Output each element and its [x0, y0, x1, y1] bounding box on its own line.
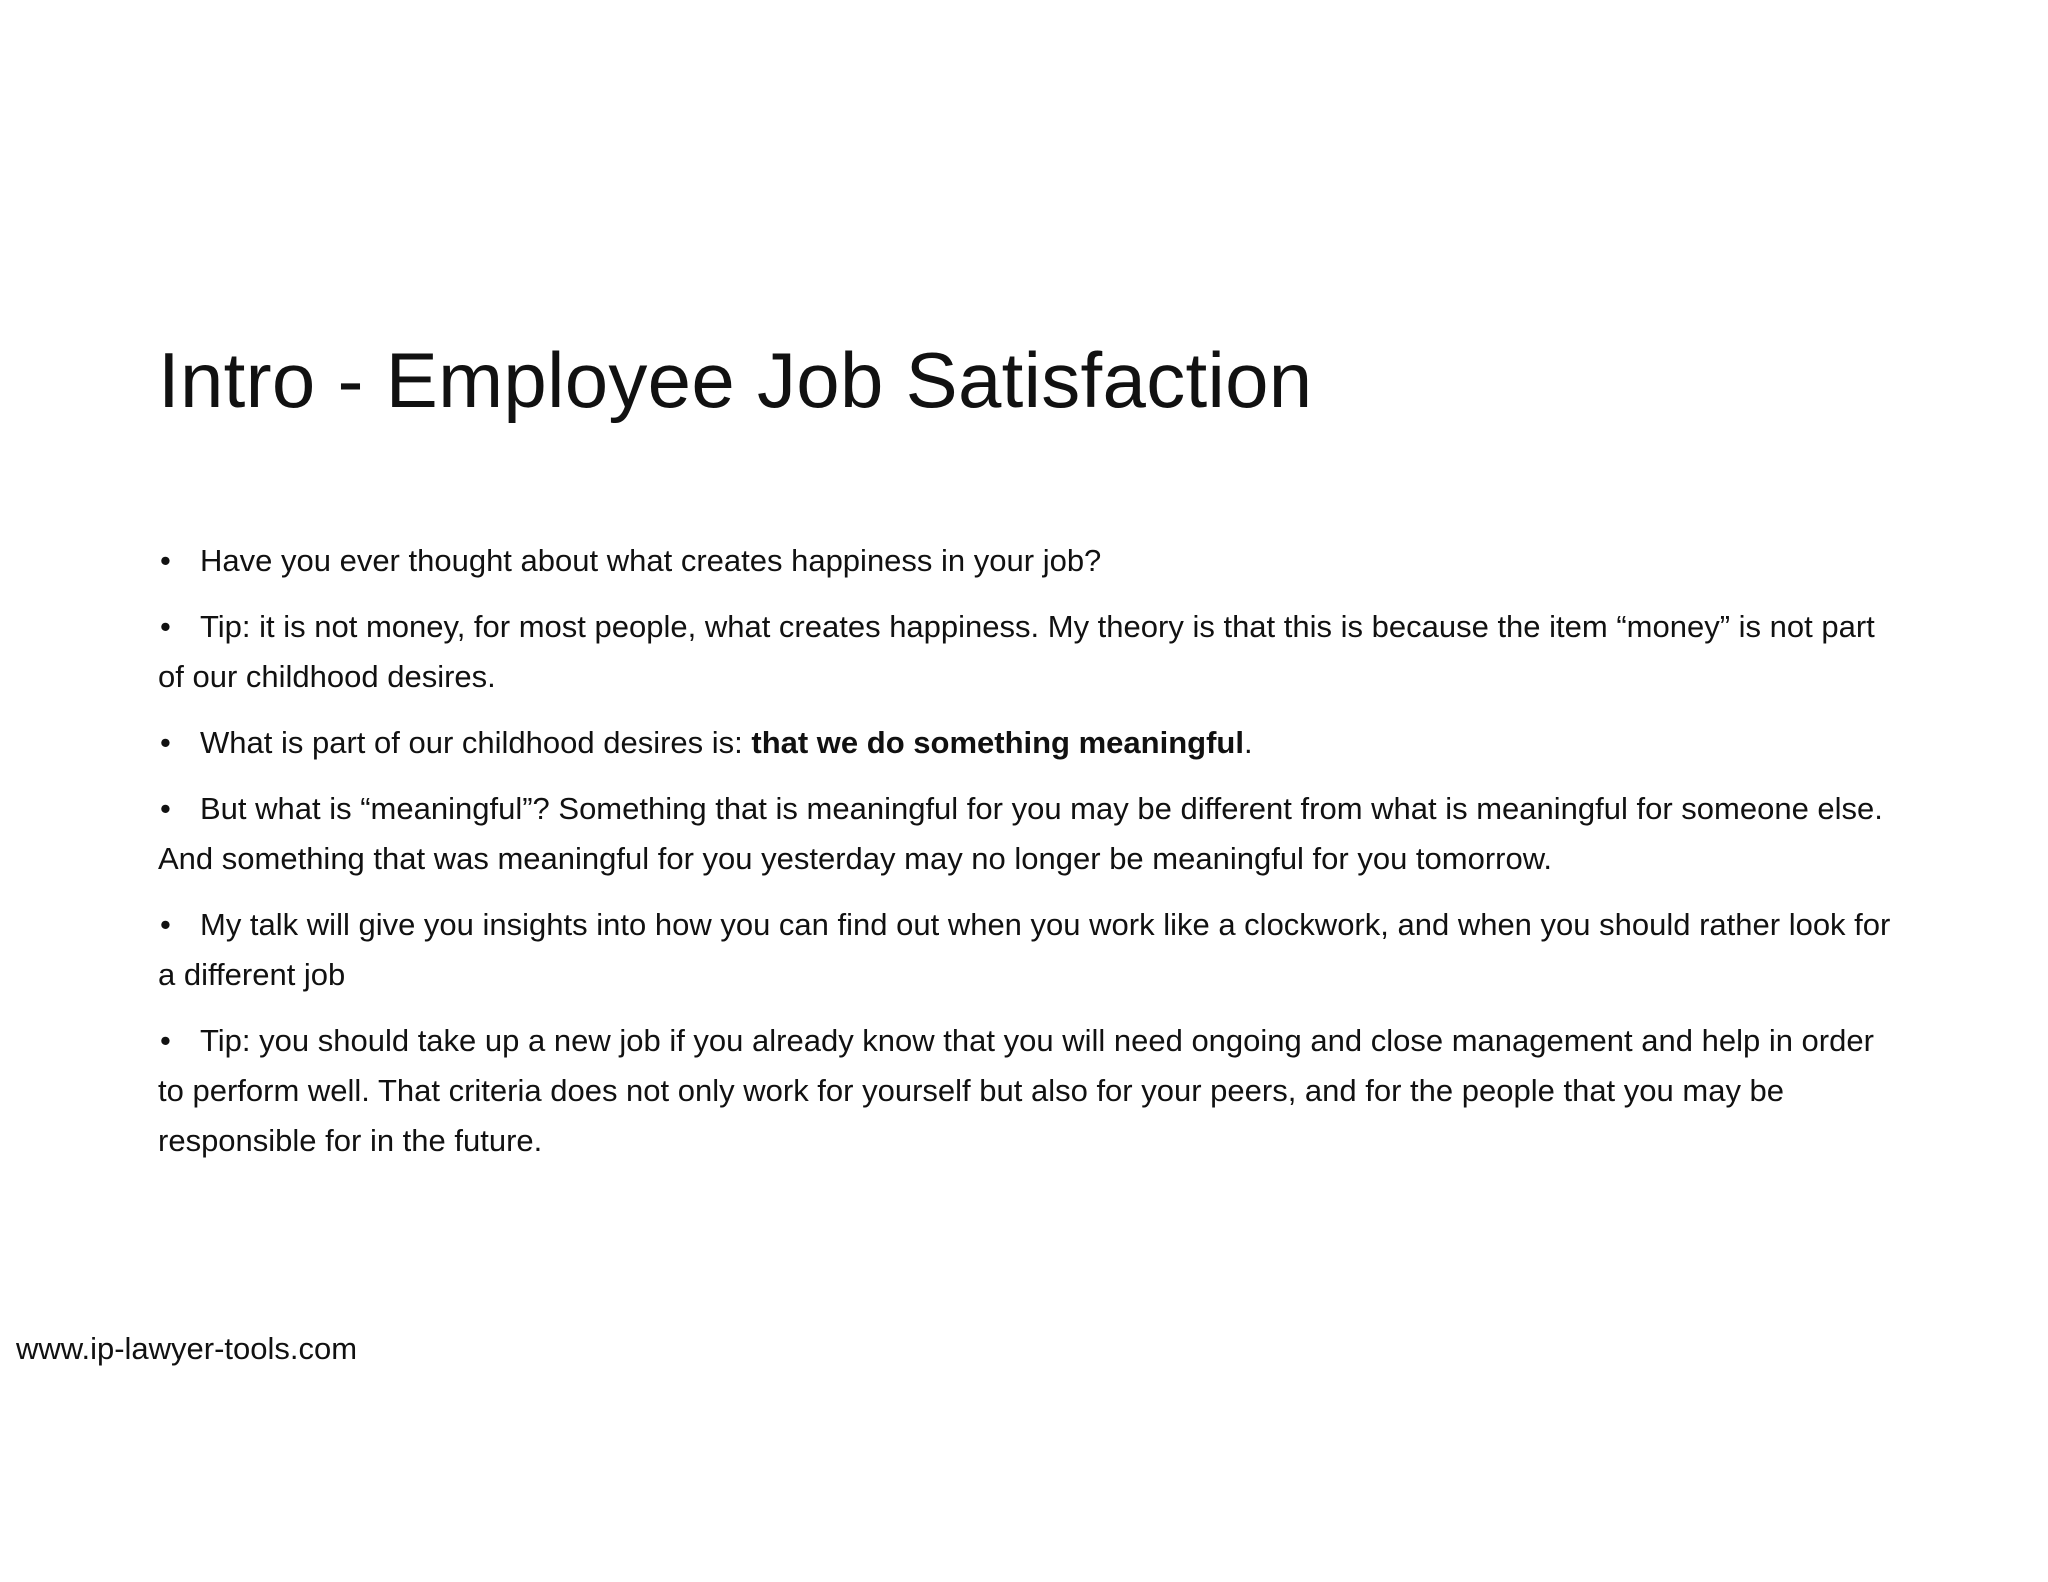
bullet-item-2 [158, 602, 1898, 702]
bullet-text: Tip: you should take up a new job if you already know that you will need ongoing and close management and help in order to perform well. That criteria does not only work for yourself but also for your peers, and for the people that you may be responsible for in the future. [158, 1023, 1874, 1158]
bullet-text: My talk will give you insights into how you can find out when you work like a clockwork, and when you should rather look for a different job [158, 907, 1891, 992]
bullet-item-4 [158, 784, 1898, 884]
bullet-icon: • [160, 725, 171, 760]
bullet-text: Tip: it is not money, for most people, what creates happiness. My theory is that this is because the item “money” is not part of our childhood desires. [158, 609, 1875, 694]
bullet-icon: • [160, 543, 171, 578]
bullet-text: Have you ever thought about what creates happiness in your job? [200, 543, 1102, 578]
bullet-item-6 [158, 1016, 1898, 1166]
bullet-emphasis: that we do something meaningful [751, 725, 1244, 760]
bullet-text: What is part of our childhood desires is: [200, 725, 752, 760]
footer-url: www.ip-lawyer-tools.com [16, 1331, 358, 1366]
bullet-item-3 [158, 718, 1898, 768]
bullet-list [158, 536, 1898, 1182]
bullet-icon: • [160, 907, 171, 942]
bullet-icon: • [160, 1023, 171, 1058]
bullet-item-5 [158, 900, 1898, 1000]
bullet-text-end: . [1243, 725, 1253, 760]
bullet-text: But what is “meaningful”? Something that is meaningful for you may be different from what is meaningful for someone else. And something that was meaningful for you yesterday may no longer be meaningful for you tomorrow. [158, 791, 1883, 876]
bullet-item-1 [158, 536, 1898, 586]
bullet-icon: • [160, 609, 171, 644]
bullet-icon: • [160, 791, 171, 826]
slide-title: Intro - Employee Job Satisfaction [158, 336, 1313, 424]
